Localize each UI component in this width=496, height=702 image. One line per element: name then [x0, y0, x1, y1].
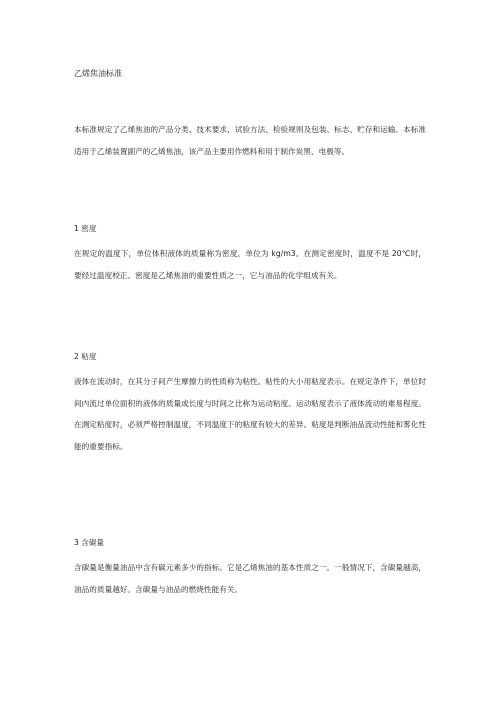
section-heading-density: 1 密度 — [74, 224, 97, 233]
section-body-carbon-content: 含碳量是衡量油品中含有碳元素多少的指标。它是乙烯焦油的基本性质之一。一般情况下，含碳量越高，油品的质量越好。含碳量与油品的燃烧性能有关。 — [74, 563, 426, 594]
section-body-viscosity: 液体在流动时，在其分子间产生摩擦力的性质称为粘性。粘性的大小用粘度表示。在规定条件下，单位时间内流过单位面积的液体的质量或长度与时间之比称为运动粘度。运动粘度表示了液体流动的难易程度。在测定粘度时，必须严格控制温度，不同温度下的粘度有较大的差异。粘度是判断油品流动性能和雾化性能的重要指标。 — [74, 377, 426, 451]
section-heading-viscosity: 2 粘度 — [74, 352, 97, 361]
intro-paragraph: 本标准规定了乙烯焦油的产品分类、技术要求、试验方法、检验规则及包装、标志、贮存和运输。本标准适用于乙烯装置副产的乙烯焦油，该产品主要用作燃料和用于制作炭黑、电极等。 — [74, 125, 426, 156]
section-body-density: 在规定的温度下，单位体积液体的质量称为密度，单位为 kg/m3。在测定密度时，温度不是 20℃时，要经过温度校正。密度是乙烯焦油的重要性质之一，它与油品的化学组成有关。 — [74, 249, 426, 280]
section-heading-carbon-content: 3 含碳量 — [74, 538, 105, 547]
document-title: 乙烯焦油标准 — [74, 69, 122, 78]
